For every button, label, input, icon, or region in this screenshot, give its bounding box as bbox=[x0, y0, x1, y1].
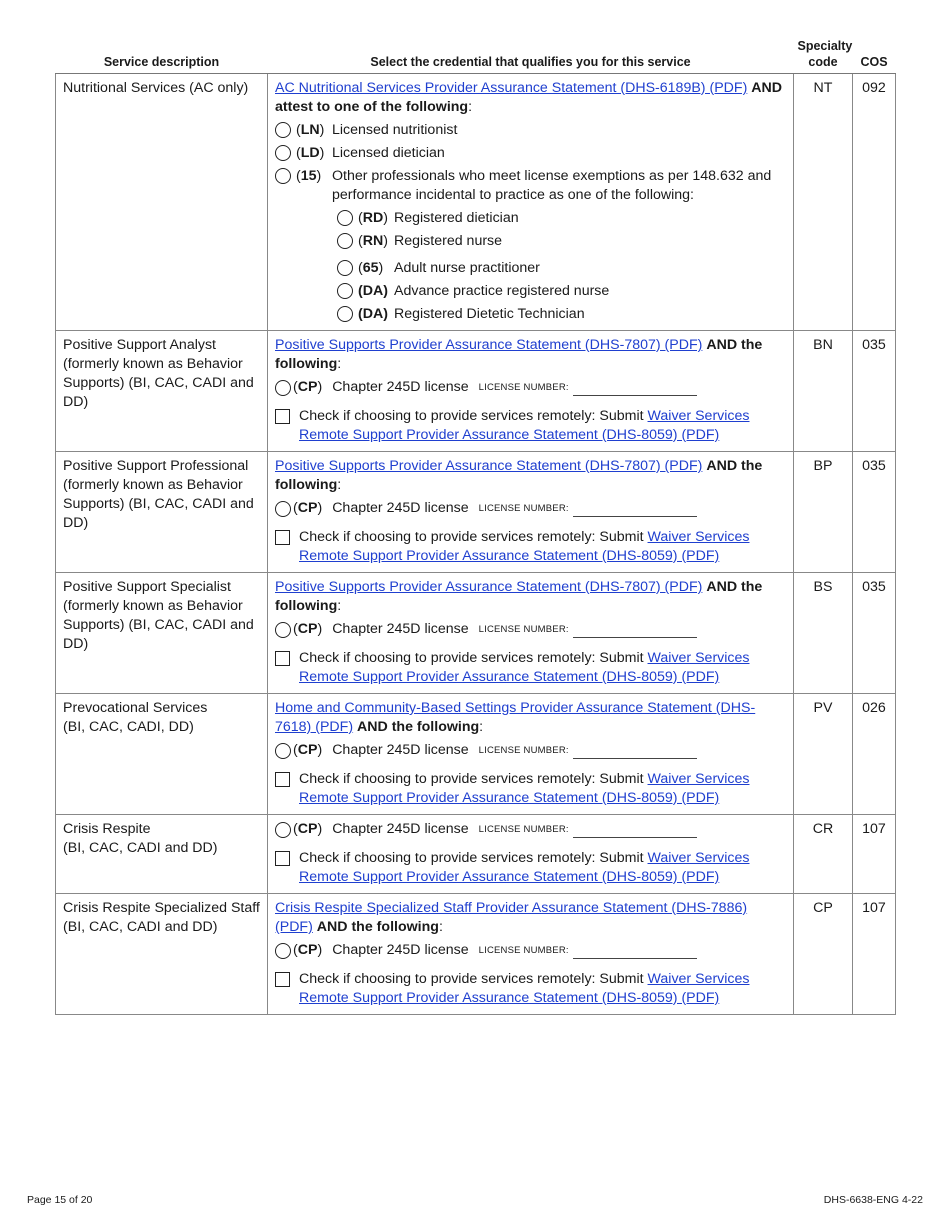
license-number-label: LICENSE NUMBER: bbox=[478, 745, 569, 756]
requirement-line bbox=[275, 79, 786, 117]
remote-checkbox[interactable] bbox=[275, 772, 290, 787]
option-ln: (LN) Licensed nutritionist bbox=[275, 121, 786, 140]
cos-code: 092 bbox=[853, 74, 896, 331]
cos-code: 107 bbox=[853, 894, 896, 1015]
remote-option bbox=[275, 649, 786, 687]
license-text: Chapter 245D license bbox=[332, 500, 469, 516]
header-specialty-line2: code bbox=[808, 55, 838, 69]
requirement-line bbox=[275, 578, 786, 616]
option-code: CP bbox=[297, 742, 318, 758]
license-option: (CP) Chapter 245D license LICENSE NUMBER: bbox=[275, 620, 786, 639]
and-following-text: AND the following bbox=[357, 719, 480, 735]
header-service-description: Service description bbox=[56, 38, 268, 74]
license-text: Chapter 245D license bbox=[332, 942, 469, 958]
remote-checkbox[interactable] bbox=[275, 651, 290, 666]
credential-cell bbox=[268, 573, 794, 694]
license-text: Chapter 245D license bbox=[332, 821, 469, 837]
table-row bbox=[56, 694, 896, 815]
remote-support-link[interactable]: Waiver Services Remote Support Provider Assurance Statement (DHS-8059) (PDF) bbox=[299, 850, 750, 885]
license-number-label: LICENSE NUMBER: bbox=[478, 382, 569, 393]
cos-code: 035 bbox=[853, 452, 896, 573]
service-name: Crisis Respite bbox=[63, 821, 151, 837]
requirement-line bbox=[275, 336, 786, 374]
radio-button[interactable] bbox=[337, 210, 353, 226]
option-code: LN bbox=[300, 122, 320, 138]
remote-option bbox=[275, 528, 786, 566]
license-option: (CP) Chapter 245D license LICENSE NUMBER: bbox=[275, 499, 786, 518]
radio-button[interactable] bbox=[275, 168, 291, 184]
service-description: Positive Support Specialist (formerly known as Behavior Supports) (BI, CAC, CADI and DD) bbox=[56, 573, 268, 694]
radio-button[interactable] bbox=[275, 943, 291, 959]
license-number-label: LICENSE NUMBER: bbox=[478, 945, 569, 956]
page-number: Page 15 of 20 bbox=[27, 1194, 93, 1206]
sub-option-65: (65) Adult nurse practitioner bbox=[337, 259, 786, 278]
assurance-statement-link[interactable]: Positive Supports Provider Assurance Statement (DHS-7807) (PDF) bbox=[275, 337, 703, 353]
remote-option bbox=[275, 407, 786, 445]
service-programs: (BI, CAC, CADI and DD) bbox=[63, 840, 218, 856]
remote-text: Check if choosing to provide services remotely: Submit bbox=[299, 529, 648, 545]
credential-table-section bbox=[55, 38, 895, 1015]
option-code: RN bbox=[362, 233, 384, 249]
and-following-text: AND the following bbox=[316, 919, 439, 935]
option-code: 15 bbox=[300, 168, 317, 184]
cos-code: 035 bbox=[853, 573, 896, 694]
option-text: Licensed nutritionist bbox=[332, 122, 458, 138]
specialty-code: CR bbox=[794, 815, 853, 894]
colon: : bbox=[479, 719, 484, 735]
table-row bbox=[56, 452, 896, 573]
and-following-text: AND the following bbox=[275, 579, 763, 614]
service-name: Prevocational Services bbox=[63, 700, 208, 716]
colon: : bbox=[337, 477, 342, 493]
license-number-label: LICENSE NUMBER: bbox=[478, 824, 569, 835]
option-code: 65 bbox=[362, 260, 379, 276]
license-option: (CP) Chapter 245D license LICENSE NUMBER: bbox=[275, 941, 786, 960]
remote-support-link[interactable]: Waiver Services Remote Support Provider Assurance Statement (DHS-8059) (PDF) bbox=[299, 650, 750, 685]
assurance-statement-link[interactable]: Positive Supports Provider Assurance Statement (DHS-7807) (PDF) bbox=[275, 458, 703, 474]
remote-checkbox[interactable] bbox=[275, 851, 290, 866]
colon: : bbox=[337, 598, 342, 614]
credential-cell bbox=[268, 894, 794, 1015]
license-text: Chapter 245D license bbox=[332, 621, 469, 637]
header-specialty-line1: Specialty bbox=[797, 39, 853, 53]
remote-support-link[interactable]: Waiver Services Remote Support Provider Assurance Statement (DHS-8059) (PDF) bbox=[299, 771, 750, 806]
header-credential: Select the credential that qualifies you for this service bbox=[268, 38, 794, 74]
radio-button[interactable] bbox=[337, 306, 353, 322]
credential-table bbox=[55, 38, 896, 1015]
remote-text: Check if choosing to provide services remotely: Submit bbox=[299, 650, 648, 666]
requirement-line bbox=[275, 699, 786, 737]
specialty-code: PV bbox=[794, 694, 853, 815]
option-text: Licensed dietician bbox=[332, 145, 445, 161]
service-description: Positive Support Analyst (formerly known as Behavior Supports) (BI, CAC, CADI and DD) bbox=[56, 331, 268, 452]
specialty-code: NT bbox=[794, 74, 853, 331]
sub-option-da-aprn: (DA) Advance practice registered nurse bbox=[337, 282, 786, 301]
option-text: Registered Dietetic Technician bbox=[394, 306, 585, 322]
requirement-line bbox=[275, 457, 786, 495]
service-description bbox=[56, 894, 268, 1015]
header-specialty-code bbox=[794, 38, 853, 74]
license-text: Chapter 245D license bbox=[332, 742, 469, 758]
radio-button[interactable] bbox=[275, 122, 291, 138]
option-code: DA bbox=[362, 283, 384, 299]
colon: : bbox=[337, 356, 342, 372]
remote-checkbox[interactable] bbox=[275, 972, 290, 987]
table-row bbox=[56, 331, 896, 452]
and-following-text: AND the following bbox=[275, 337, 763, 372]
radio-button[interactable] bbox=[275, 743, 291, 759]
table-row bbox=[56, 74, 896, 331]
option-ld: (LD) Licensed dietician bbox=[275, 144, 786, 163]
assurance-statement-link[interactable]: Home and Community-Based Settings Provider Assurance Statement (DHS-7618) (PDF) bbox=[275, 700, 756, 735]
license-number-input[interactable] bbox=[573, 942, 697, 959]
option-code: LD bbox=[300, 145, 320, 161]
option-code: CP bbox=[297, 500, 318, 516]
credential-cell bbox=[268, 331, 794, 452]
option-text: Advance practice registered nurse bbox=[394, 283, 610, 299]
service-name: Crisis Respite Specialized Staff bbox=[63, 900, 260, 916]
assurance-statement-link[interactable]: AC Nutritional Services Provider Assurance Statement (DHS-6189B) (PDF) bbox=[275, 80, 748, 96]
table-row bbox=[56, 815, 896, 894]
table-header-row bbox=[56, 38, 896, 74]
license-number-label: LICENSE NUMBER: bbox=[478, 503, 569, 514]
credential-cell bbox=[268, 74, 794, 331]
option-code: DA bbox=[362, 306, 384, 322]
sub-option-rd: (RD) Registered dietician bbox=[337, 209, 786, 228]
license-option: (CP) Chapter 245D license LICENSE NUMBER: bbox=[275, 820, 786, 839]
option-code: CP bbox=[297, 379, 318, 395]
specialty-code: BS bbox=[794, 573, 853, 694]
remote-support-link[interactable]: Waiver Services Remote Support Provider Assurance Statement (DHS-8059) (PDF) bbox=[299, 529, 750, 564]
radio-button[interactable] bbox=[337, 233, 353, 249]
option-text: Registered dietician bbox=[394, 210, 519, 226]
service-description: Positive Support Professional (formerly known as Behavior Supports) (BI, CAC, CADI and DD) bbox=[56, 452, 268, 573]
license-number-input[interactable] bbox=[573, 621, 697, 638]
specialty-code: BP bbox=[794, 452, 853, 573]
license-number-input[interactable] bbox=[573, 742, 697, 759]
radio-button[interactable] bbox=[275, 145, 291, 161]
form-number: DHS-6638-ENG 4-22 bbox=[823, 1194, 923, 1206]
service-description: Nutritional Services (AC only) bbox=[56, 74, 268, 331]
and-following-text: AND the following bbox=[275, 458, 763, 493]
radio-button[interactable] bbox=[337, 283, 353, 299]
credential-cell bbox=[268, 815, 794, 894]
remote-support-link[interactable]: Waiver Services Remote Support Provider Assurance Statement (DHS-8059) (PDF) bbox=[299, 408, 750, 443]
service-programs: (BI, CAC, CADI and DD) bbox=[63, 919, 218, 935]
requirement-line bbox=[275, 899, 786, 937]
remote-option bbox=[275, 970, 786, 1008]
credential-cell bbox=[268, 452, 794, 573]
option-code: RD bbox=[362, 210, 384, 226]
remote-checkbox[interactable] bbox=[275, 409, 290, 424]
license-text: Chapter 245D license bbox=[332, 379, 469, 395]
cos-code: 107 bbox=[853, 815, 896, 894]
remote-text: Check if choosing to provide services remotely: Submit bbox=[299, 850, 648, 866]
option-text: Adult nurse practitioner bbox=[394, 260, 540, 276]
specialty-code: CP bbox=[794, 894, 853, 1015]
remote-option bbox=[275, 770, 786, 808]
radio-button[interactable] bbox=[337, 260, 353, 276]
assurance-statement-link[interactable]: Positive Supports Provider Assurance Statement (DHS-7807) (PDF) bbox=[275, 579, 703, 595]
option-code: CP bbox=[297, 621, 318, 637]
table-row bbox=[56, 573, 896, 694]
attest-text: AND attest to one of the following bbox=[275, 80, 782, 115]
table-row bbox=[56, 894, 896, 1015]
license-number-input[interactable] bbox=[573, 379, 697, 396]
specialty-code: BN bbox=[794, 331, 853, 452]
option-code: CP bbox=[297, 821, 318, 837]
assurance-statement-link[interactable]: Crisis Respite Specialized Staff Provider Assurance Statement (DHS-7886) (PDF) bbox=[275, 900, 748, 935]
sub-option-da-rdt: (DA) Registered Dietetic Technician bbox=[337, 305, 786, 324]
service-description bbox=[56, 694, 268, 815]
service-description bbox=[56, 815, 268, 894]
license-option: (CP) Chapter 245D license LICENSE NUMBER: bbox=[275, 378, 786, 397]
option-text: Registered nurse bbox=[394, 233, 503, 249]
service-programs: (BI, CAC, CADI, DD) bbox=[63, 719, 194, 735]
remote-support-link[interactable]: Waiver Services Remote Support Provider Assurance Statement (DHS-8059) (PDF) bbox=[299, 971, 750, 1006]
radio-button[interactable] bbox=[275, 501, 291, 517]
sub-option-rn: (RN) Registered nurse bbox=[337, 232, 786, 251]
license-number-input[interactable] bbox=[573, 821, 697, 838]
colon: : bbox=[468, 99, 473, 115]
radio-button[interactable] bbox=[275, 380, 291, 396]
remote-text: Check if choosing to provide services remotely: Submit bbox=[299, 971, 648, 987]
colon: : bbox=[438, 919, 443, 935]
header-cos: COS bbox=[853, 38, 896, 74]
license-number-input[interactable] bbox=[573, 500, 697, 517]
cos-code: 035 bbox=[853, 331, 896, 452]
remote-text: Check if choosing to provide services remotely: Submit bbox=[299, 408, 648, 424]
option-code: CP bbox=[297, 942, 318, 958]
license-option: (CP) Chapter 245D license LICENSE NUMBER: bbox=[275, 741, 786, 760]
option-text: Other professionals who meet license exemptions as per 148.632 and performance incidental to practice as one of the following: bbox=[332, 168, 772, 203]
remote-checkbox[interactable] bbox=[275, 530, 290, 545]
remote-option bbox=[275, 849, 786, 887]
cos-code: 026 bbox=[853, 694, 896, 815]
license-number-label: LICENSE NUMBER: bbox=[478, 624, 569, 635]
credential-cell bbox=[268, 694, 794, 815]
remote-text: Check if choosing to provide services remotely: Submit bbox=[299, 771, 648, 787]
option-15: (15) Other professionals who meet license exemptions as per 148.632 and performance incidental to practice as one of the following: bbox=[275, 167, 786, 205]
radio-button[interactable] bbox=[275, 822, 291, 838]
radio-button[interactable] bbox=[275, 622, 291, 638]
